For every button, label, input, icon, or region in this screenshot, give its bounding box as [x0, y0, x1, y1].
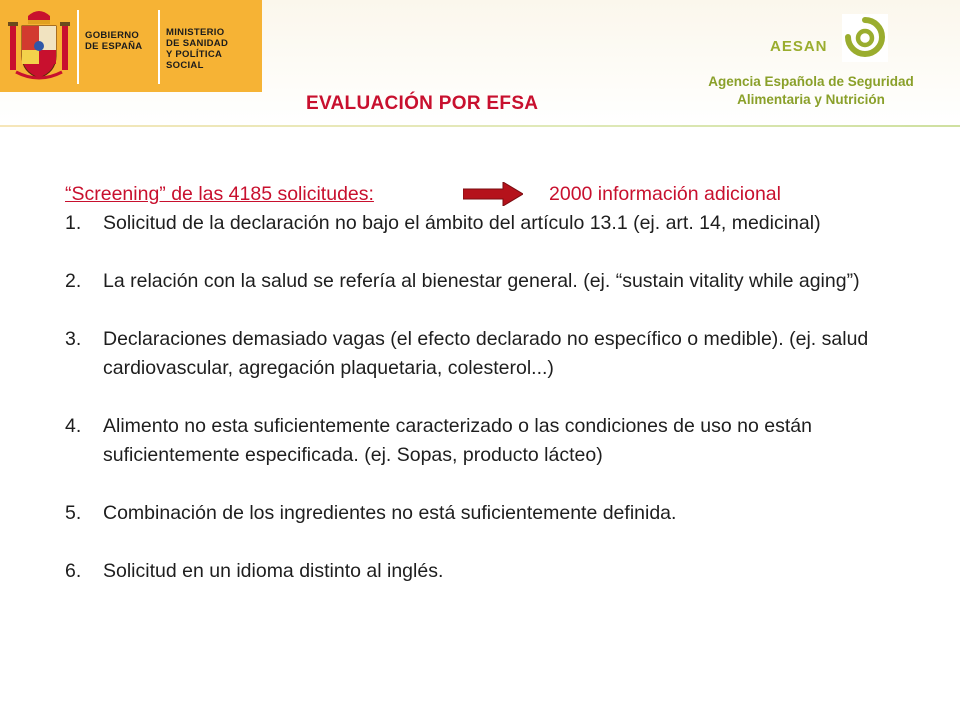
- list-item-text: Declaraciones demasiado vagas (el efecto declarado no específico o medible). (ej. salud cardiovascular, agregación plaquetaria, colesterol...): [103, 328, 869, 379]
- ministry-line-1: MINISTERIO: [166, 27, 225, 38]
- list-item: [65, 267, 895, 296]
- logo-separator: [77, 10, 79, 84]
- list-item-number: 5.: [65, 502, 82, 524]
- header-divider: [0, 125, 960, 127]
- ministry-logo-text: [166, 27, 262, 71]
- list-item-number: 6.: [65, 560, 82, 582]
- list-item: [65, 325, 895, 383]
- list-item-text: La relación con la salud se refería al bienestar general. (ej. “sustain vitality while aging”): [103, 270, 860, 292]
- aesan-name: AESAN: [770, 38, 828, 55]
- aesan-spiral-logo-icon: [842, 14, 888, 62]
- list-item: [65, 557, 895, 586]
- screening-line: [65, 180, 895, 209]
- agency-line-2: Alimentaria y Nutrición: [737, 92, 885, 107]
- list-item: [65, 412, 895, 470]
- coat-of-arms-icon: [8, 6, 70, 86]
- list-item-text: Solicitud de la declaración no bajo el ámbito del artículo 13.1 (ej. art. 14, medicinal): [103, 212, 821, 234]
- list-item-number: 2.: [65, 270, 82, 292]
- screening-result: 2000 información adicional: [549, 183, 781, 205]
- logo-separator: [158, 10, 160, 84]
- slide-title: EVALUACIÓN POR EFSA: [306, 93, 539, 114]
- agency-line-1: Agencia Española de Seguridad: [708, 74, 914, 89]
- list-item: [65, 499, 895, 528]
- list-item: [65, 209, 895, 238]
- agency-full-name: [676, 73, 946, 109]
- list-item-text: Alimento no esta suficientemente caracterizado o las condiciones de uso no están suficientemente especificada. (ej. Sopas, producto lácteo): [103, 415, 812, 466]
- slide-content: [65, 180, 895, 586]
- gov-line-2: DE ESPAÑA: [85, 41, 143, 52]
- screening-label: “Screening” de las 4185 solicitudes:: [65, 183, 374, 205]
- gov-line-1: GOBIERNO: [85, 30, 140, 41]
- list-item-number: 4.: [65, 415, 82, 437]
- list-item-number: 1.: [65, 212, 82, 234]
- government-logo-block: [0, 0, 262, 92]
- list-item-number: 3.: [65, 328, 82, 350]
- ministry-line-3: Y POLÍTICA SOCIAL: [166, 49, 222, 71]
- list-item-text: Combinación de los ingredientes no está suficientemente definida.: [103, 502, 677, 524]
- right-arrow-icon: [463, 182, 523, 206]
- ministry-line-2: DE SANIDAD: [166, 38, 229, 49]
- government-logo-text: [85, 30, 142, 52]
- list-item-text: Solicitud en un idioma distinto al inglés.: [103, 560, 444, 582]
